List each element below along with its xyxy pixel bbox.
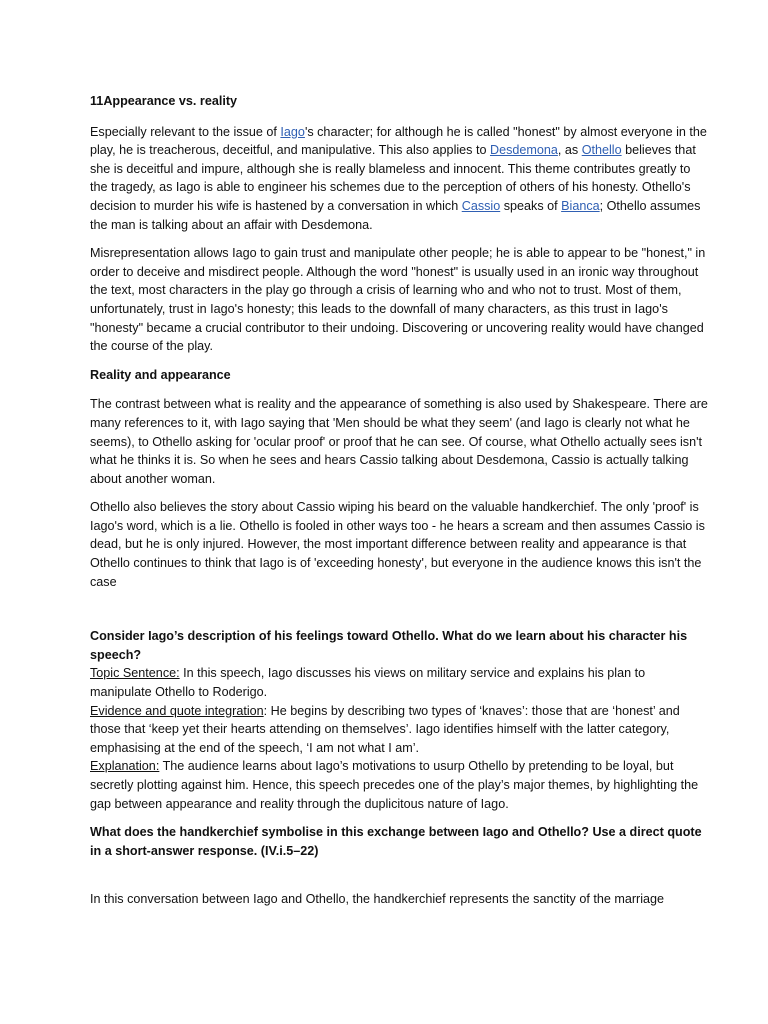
paragraph-contrast: The contrast between what is reality and the appearance of something is also used by Shakespeare. There are many references to it, with Iago saying that 'Men should be what they seem' (and Iago is clearly not what he seems), to Othello asking for 'ocular proof' or proof that he can see. Of course, what Othello actually sees isn't what he thinks it is. So when he sees and hears Cassio talking about Desdemona, Cassio is actually talking about another woman.: [90, 397, 708, 486]
paragraph-misrepresentation: Misrepresentation allows Iago to gain trust and manipulate other people; he is able to appear to be "honest," in order to deceive and misdirect people. Although the word "honest" is usually used in an ironic way throughout the text, most characters in the play go through a crisis of learning who and who not to trust. Most of them, unfortunately, trust in Iago's honesty; this leads to the downfall of many characters, as this trust in Iago's "honesty" became a crucial contributor to their undoing. Discovering or uncovering reality would have changed the course of the play.: [90, 246, 706, 354]
answer-handkerchief: In this conversation between Iago and Othello, the handkerchief represents the sanctity of the marriage: [90, 892, 665, 907]
evidence-line: [90, 702, 708, 758]
question-iago-feelings: Consider Iago’s description of his feelings toward Othello. What do we learn about his character his speech?: [90, 629, 688, 662]
text-segment: 's character; for although he is called "honest" by almost everyone in the play, he is treacherous, deceitful, and manipulative. This also applies to: [90, 124, 707, 158]
link-desdemona[interactable]: Desdemona: [489, 143, 558, 158]
link-bianca[interactable]: Bianca: [561, 198, 600, 213]
text-segment: Especially relevant to the issue of: [90, 124, 281, 139]
text-segment: speaks of: [500, 198, 562, 213]
evidence-label: Evidence and quote integration: [90, 703, 264, 718]
paragraph-handkerchief-proof: Othello also believes the story about Cassio wiping his beard on the valuable handkerchief. The only 'proof' is Iago's word, which is a lie. Othello is fooled in other ways too - he hears a scream and then assumes Cassio is dead, but he is only injured. However, the most important difference between reality and appearance is that Othello continues to think that Iago is of 'exceeding honesty', but everyone in the audience knows this isn't the case: [90, 500, 705, 589]
evidence-colon: :: [263, 703, 268, 718]
topic-sentence: [90, 664, 708, 701]
topic-sentence-label: Topic Sentence:: [90, 666, 180, 681]
topic-sentence-text: In this speech, Iago discusses his views on military service and explains his plan to manipulate Othello to Roderigo.: [90, 666, 646, 700]
text-segment: , as: [557, 143, 582, 158]
link-iago[interactable]: Iago: [280, 124, 305, 139]
section-heading-reality: Reality and appearance: [90, 367, 231, 382]
analysis-block: [90, 627, 708, 813]
evidence-text: He begins by describing two types of ‘knaves’: those that are ‘honest’ and those that ‘keep yet their hearts attending on themselves’. Iago identifies himself with the latter category, emphasising at the end of the speech, ‘I am not what I am’.: [90, 703, 680, 755]
explanation-text: The audience learns about Iago’s motivations to usurp Othello by pretending to be loyal, but secretly plotting against him. Hence, this speech precedes one of the play’s major themes, by highlighting the gap between appearance and reality through the duplicitous nature of Iago.: [90, 759, 699, 811]
text-segment: ; Othello assumes the man is talking about an affair with Desdemona.: [90, 198, 701, 232]
explanation-label: Explanation:: [90, 759, 160, 774]
question-handkerchief: What does the handkerchief symbolise in this exchange between Iago and Othello? Use a direct quote in a short-answer response. (IV.i.5–22): [90, 825, 702, 858]
link-cassio[interactable]: Cassio: [461, 198, 501, 213]
text-segment: believes that she is deceitful and impure, although she is really blameless and innocent. This theme contributes greatly to the tragedy, as Iago is able to engineer his schemes due to the perception of others of his honesty. Othello's decision to murder his wife is hastened by a conversation in which: [90, 143, 696, 213]
link-othello[interactable]: Othello: [581, 143, 622, 158]
explanation-line: [90, 757, 708, 813]
document-title: 11Appearance vs. reality: [90, 94, 238, 108]
paragraph-appearance-intro: [90, 123, 708, 235]
